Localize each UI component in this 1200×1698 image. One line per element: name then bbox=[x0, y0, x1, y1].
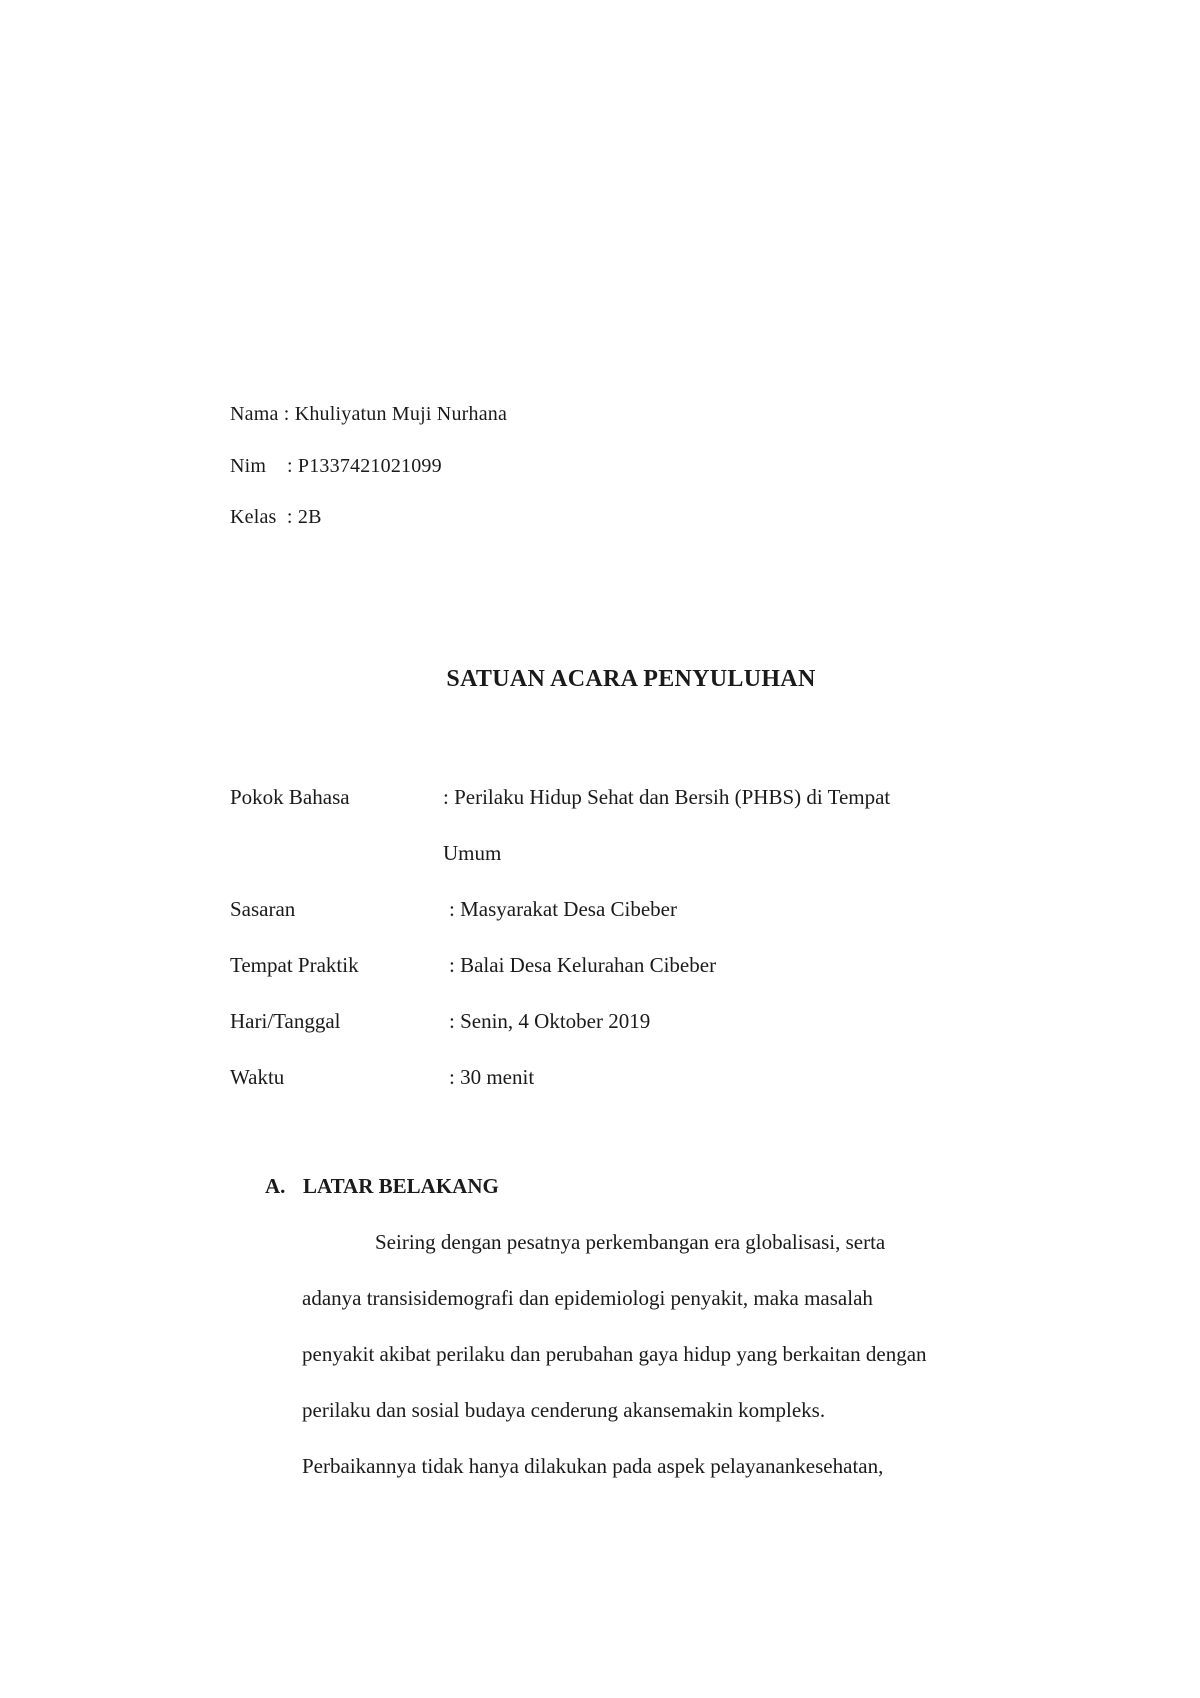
detail-label-sasaran: Sasaran bbox=[230, 897, 296, 921]
paragraph-line-1: Seiring dengan pesatnya perkembangan era globalisasi, serta bbox=[375, 1230, 886, 1254]
paragraph-line-4: perilaku dan sosial budaya cenderung akansemakin kompleks. bbox=[302, 1398, 826, 1422]
document-title: SATUAN ACARA PENYULUHAN bbox=[446, 666, 816, 692]
detail-value-sasaran: : Masyarakat Desa Cibeber bbox=[449, 897, 677, 921]
student-class-line: Kelas : 2B bbox=[230, 506, 322, 528]
detail-value-hari-tanggal: : Senin, 4 Oktober 2019 bbox=[449, 1009, 651, 1033]
paragraph-line-2: adanya transisidemografi dan epidemiologi penyakit, maka masalah bbox=[302, 1286, 873, 1310]
detail-label-tempat-praktik: Tempat Praktik bbox=[230, 953, 359, 977]
section-title: LATAR BELAKANG bbox=[303, 1174, 499, 1198]
detail-value-pokok-bahasa-continued: Umum bbox=[443, 841, 502, 865]
section-letter: A. bbox=[265, 1174, 286, 1198]
detail-label-waktu: Waktu bbox=[230, 1065, 285, 1089]
section-heading bbox=[265, 1174, 499, 1199]
detail-label-hari-tanggal: Hari/Tanggal bbox=[230, 1009, 341, 1033]
student-name-line: Nama : Khuliyatun Muji Nurhana bbox=[230, 403, 508, 425]
detail-value-pokok-bahasa: : Perilaku Hidup Sehat dan Bersih (PHBS) di Tempat bbox=[443, 785, 891, 809]
detail-label-pokok-bahasa: Pokok Bahasa bbox=[230, 785, 350, 809]
paragraph-line-3: penyakit akibat perilaku dan perubahan gaya hidup yang berkaitan dengan bbox=[302, 1342, 927, 1366]
detail-value-waktu: : 30 menit bbox=[449, 1065, 535, 1089]
paragraph-line-5: Perbaikannya tidak hanya dilakukan pada aspek pelayanankesehatan, bbox=[302, 1454, 884, 1478]
detail-value-tempat-praktik: : Balai Desa Kelurahan Cibeber bbox=[449, 953, 717, 977]
student-nim-line: Nim : P1337421021099 bbox=[230, 455, 442, 477]
